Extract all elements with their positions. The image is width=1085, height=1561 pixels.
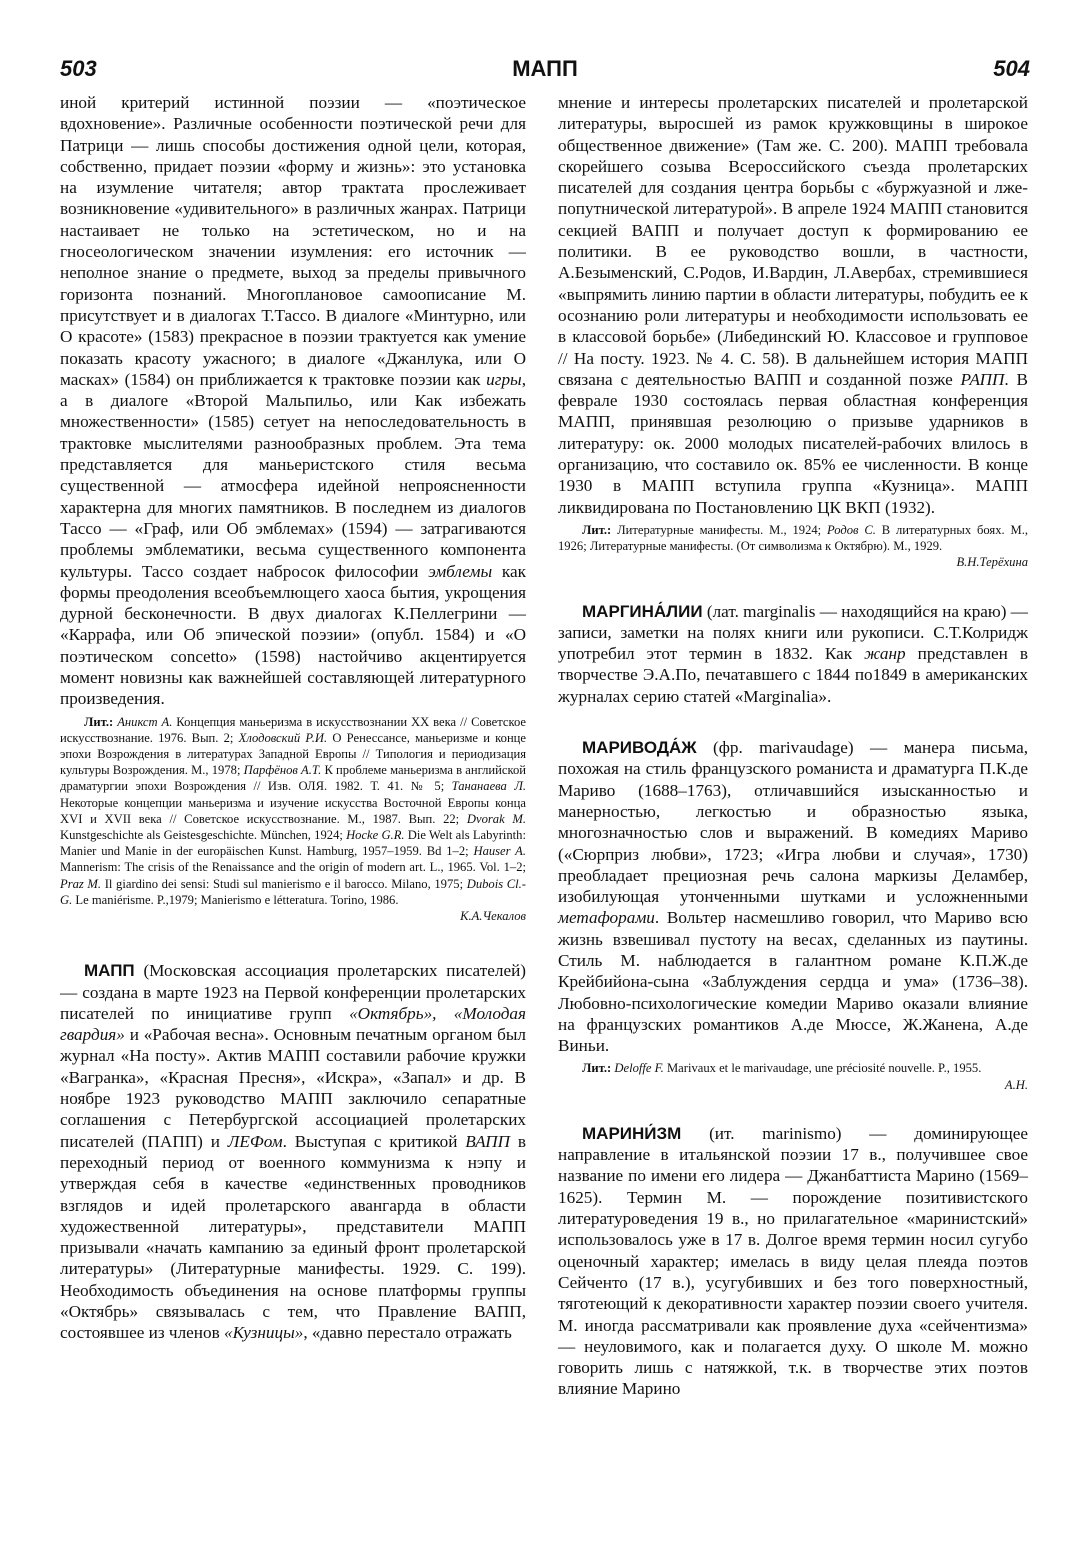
right-column — [558, 92, 1028, 1400]
page-number-left: 503 — [60, 56, 97, 81]
page-header — [60, 56, 1030, 86]
mapp-article: МАПП (Московская ассоциация пролетарских писателей) — создана в марте 1923 на Первой конференции пролетарских писателей по инициативе групп «Октябрь», «Молодая гвардия» и «Рабочая весна». Основным печатным органом был журнал «На посту». Актив МАПП составили рабочие кружки «Вагранка», «Красная Пресня», «Искра», «Запал» и др. В ноябре 1923 руководство МАПП заключило сепаратные соглашения с Петербургской ассоциацией пролетарских писателей (ПАПП) и ЛЕФом. Выступая с критикой ВАПП в переходный период от военного коммунизма к нэпу и утверждая себя в качестве «единственных проводников взглядов и идей пролетарского авангарда в области художественной литературы», представители МАПП призывали «начать кампанию за единый фронт пролетарской литературы» (Литературные манифесты. 1929. С. 199). Необходимость объединения на основе платформы группы «Октябрь» связывалась с тем, что Правление ВАПП, состоявшее из членов «Кузницы», «давно перестало отражать — [60, 961, 526, 1343]
marinism-article: МАРИНИ́ЗМ (ит. marinismo) — доминирующее направление в итальянской поэзии 17 в., получившее свое название по имени его лидера — Джанбаттиста Марино (1569–1625). Термин М. — порождение позитивистского литературоведения 19 в., но прилагательное «маринистский» использовалось уже в 17 в. Долгое время термин носил сугубо оценочный характер; имелась в виду целая плеяда поэтов Сейченто (17 в.), усугубивших и без того поверхностный, тяготеющий к декоративности характер поэзии своего учителя. М. иногда рассматривали как проявление духа «сейчентизма» — неуловимого, как и полагается духу. О школе М. можно говорить лишь с натяжкой, т.к. в творчестве этих поэтов влияние Марино — [558, 1123, 1028, 1399]
headword-marivaudage: МАРИВОДА́Ж — [582, 738, 697, 758]
marginalia-article: МАРГИНА́ЛИИ (лат. marginalis — находящийся на краю) — записи, заметки на полях книги или рукописи. С.Т.Колридж употребил этот термин в 1832. Как жанр представлен в творчестве Э.А.По, печатавшего с 1844 по1849 в американских журналах серию статей «Marginalia». — [558, 601, 1029, 706]
headword-mapp: МАПП — [84, 961, 135, 981]
mapp-article-continuation: мнение и интересы пролетарских писателей и пролетарской литературы, выросшей из рамок кружковщины в широкое общественное движение» (Там же. С. 200). МАПП требовала скорейшего созыва Всероссийского съезда пролетарских писателей для создания центра борьбы с «буржуазной и лже-попутнической литературой». В апреле 1924 МАПП становится секцией ВАПП и получает доступ к формированию ее политики. В ее руководство вошли, в частности, А.Безыменский, С.Родов, И.Вардин, Л.Авербах, стремившиеся «выпрямить линию партии в области литературы, побудить ее к осознанию роли литературы и необходимости использовать ее в классовой борьбе» (Либединский Ю. Классовое и групповое // На посту. 1923. № 4. С. 58). В дальнейшем история МАПП связана с деятельностью ВАПП и созданной позже РАПП. В феврале 1930 состоялась первая областная конференция МАПП, принявшая резолюцию о призыве ударников в литературу: ок. 2000 молодых писателей-рабочих влилось в организацию, что составило ок. 85% ее численности. В конце 1930 в МАПП вступила группа «Кузница». МАПП ликвидирована по Постановлению ЦК ВКП (1932). — [558, 93, 1029, 517]
marivaudage-bibliography: Лит.: Deloffe F. Marivaux et le marivaudage, une préciosité nouvelle. P., 1955. А.Н. — [558, 1060, 1028, 1092]
article-author-signature: К.А.Чекалов — [460, 909, 526, 924]
article-author-signature: В.Н.Терёхина — [956, 555, 1028, 570]
page-number-right: 504 — [993, 56, 1030, 81]
mannerism-article-continuation: иной критерий истинной поэзии — «поэтическое вдохновение». Различные особенности поэтической речи для Патрици — лишь способы достижения одной цели, которая, собственно, придает поэзии «форму и жизнь»: это установка на изумление читателя; автор трактата прослеживает возникновение «удивительного» в различных жанрах. Патрици настаивает не только на эстетическом, но и на гносеологическом значении изумления: его источник — неполное знание о предмете, выход за пределы привычного горизонта познаний. Многоплановое самоописание М. присутствует и в диалогах Т.Тассо. В диалоге «Минтурно, или О красоте» (1583) прекрасное в поэзии трактуется как умение показать красоту ужасного; в диалоге «Джанлука, или О масках» (1584) он приближается к трактовке поэзии как игры, а в диалоге «Второй Мальпильо, или Как избежать множественности» (1585) сетует на непоследовательность в трактовке мыслителями разнообразных проблем. Эта тема представляется для маньеристского стиля весьма существенной — атмосфера идейной непроясненности характерна для многих памятников. В последнем из диалогов Тассо — «Граф, или Об эмблемах» (1594) — затрагиваются проблемы эмблематики, весьма существенного компонента культуры. Тассо создает набросок философии эмблемы как формы преодоления всеобъемлющего хаоса бытия, укрощения дурной бесконечности. В двух диалогах К.Пеллегрини — «Каррафа, или Об эпической поэзии» (опубл. 1584) и «О поэтическом concetto» (1598) настойчиво акцентируется момент новизны как важнейшей составляющей литературного произведения. — [60, 93, 526, 709]
marivaudage-article: МАРИВОДА́Ж (фр. marivaudage) — манера письма, похожая на стиль французского романиста и драматурга П.К.де Мариво (1688–1763), отличавшийся изысканностью и манерностью, легкостью и образностью языка, многозначностью слов и выражений. В комедиях Мариво («Сюрприз любви», 1723; «Игра любви и случая», 1730) преобладает прециозная речь салона маркизы Деламбер, изобилующая утонченными шутками и усложненными метафорами. Вольтер насмешливо говорил, что Мариво всю жизнь взвешивал пустоту на весах, сделанных из паутины. Стиль М. наблюдается в галантном романе К.П.Ж.де Крейбийона-сына «Заблуждения сердца и ума» (1736–38). Любовно-психологические комедии Мариво оказали влияние на французских романтиков А.де Мюссе, Ж.Жанена, А.де Виньи. — [558, 738, 1028, 1056]
mannerism-bibliography: Лит.: Аникст А. Концепция маньеризма в искусствознании XX века // Советское искусствознание. 1976. Вып. 2; Хлодовский Р.И. О Ренессансе, маньеризме и конце эпохи Возрождения в литературах Западной Европы // Типология и периодизация культуры Возрождения. М., 1978; Парфёнов А.Т. К проблеме маньеризма в английской драматургии эпохи Возрождения // Изв. ОЛЯ. 1982. Т. 41. № 5; Тананаева Л. Некоторые концепции маньеризма и изучение искусства Восточной Европы конца XVI и XVII века // Советское искусствознание. М., 1987. Вып. 22; Dvorak M. Kunstgeschichte als Geistesgeschichte. München, 1924; Hocke G.R. Die Welt als Labyrinth: Manier und Manie in der europäischen Kunst. Hamburg, 1957–1959. Bd 1–2; Hauser A. Mannerism: The crisis of the Renaissance and the origin of modern art. L., 1965. Vol. 1–2; Praz M. Il giardino dei sensi: Studi sul manierismo e il barocco. Milano, 1975; Dubois Cl.-G. Le maniérisme. P.,1979; Manierismo e létteratura. Torino, 1986. К.А.Чекалов — [60, 714, 527, 924]
headword-marginalia: МАРГИНА́ЛИИ — [582, 601, 703, 621]
headword-marinism: МАРИНИ́ЗМ — [582, 1123, 682, 1143]
article-author-signature: А.Н. — [1004, 1077, 1028, 1092]
left-column — [60, 92, 526, 1344]
mapp-bibliography: Лит.: Литературные манифесты. М., 1924; Родов С. В литературных боях. М., 1926; Литературные манифесты. (От символизма к Октябрю). М., 1929. В.Н.Терёхина — [558, 522, 1028, 570]
running-title: МАПП — [512, 56, 578, 81]
